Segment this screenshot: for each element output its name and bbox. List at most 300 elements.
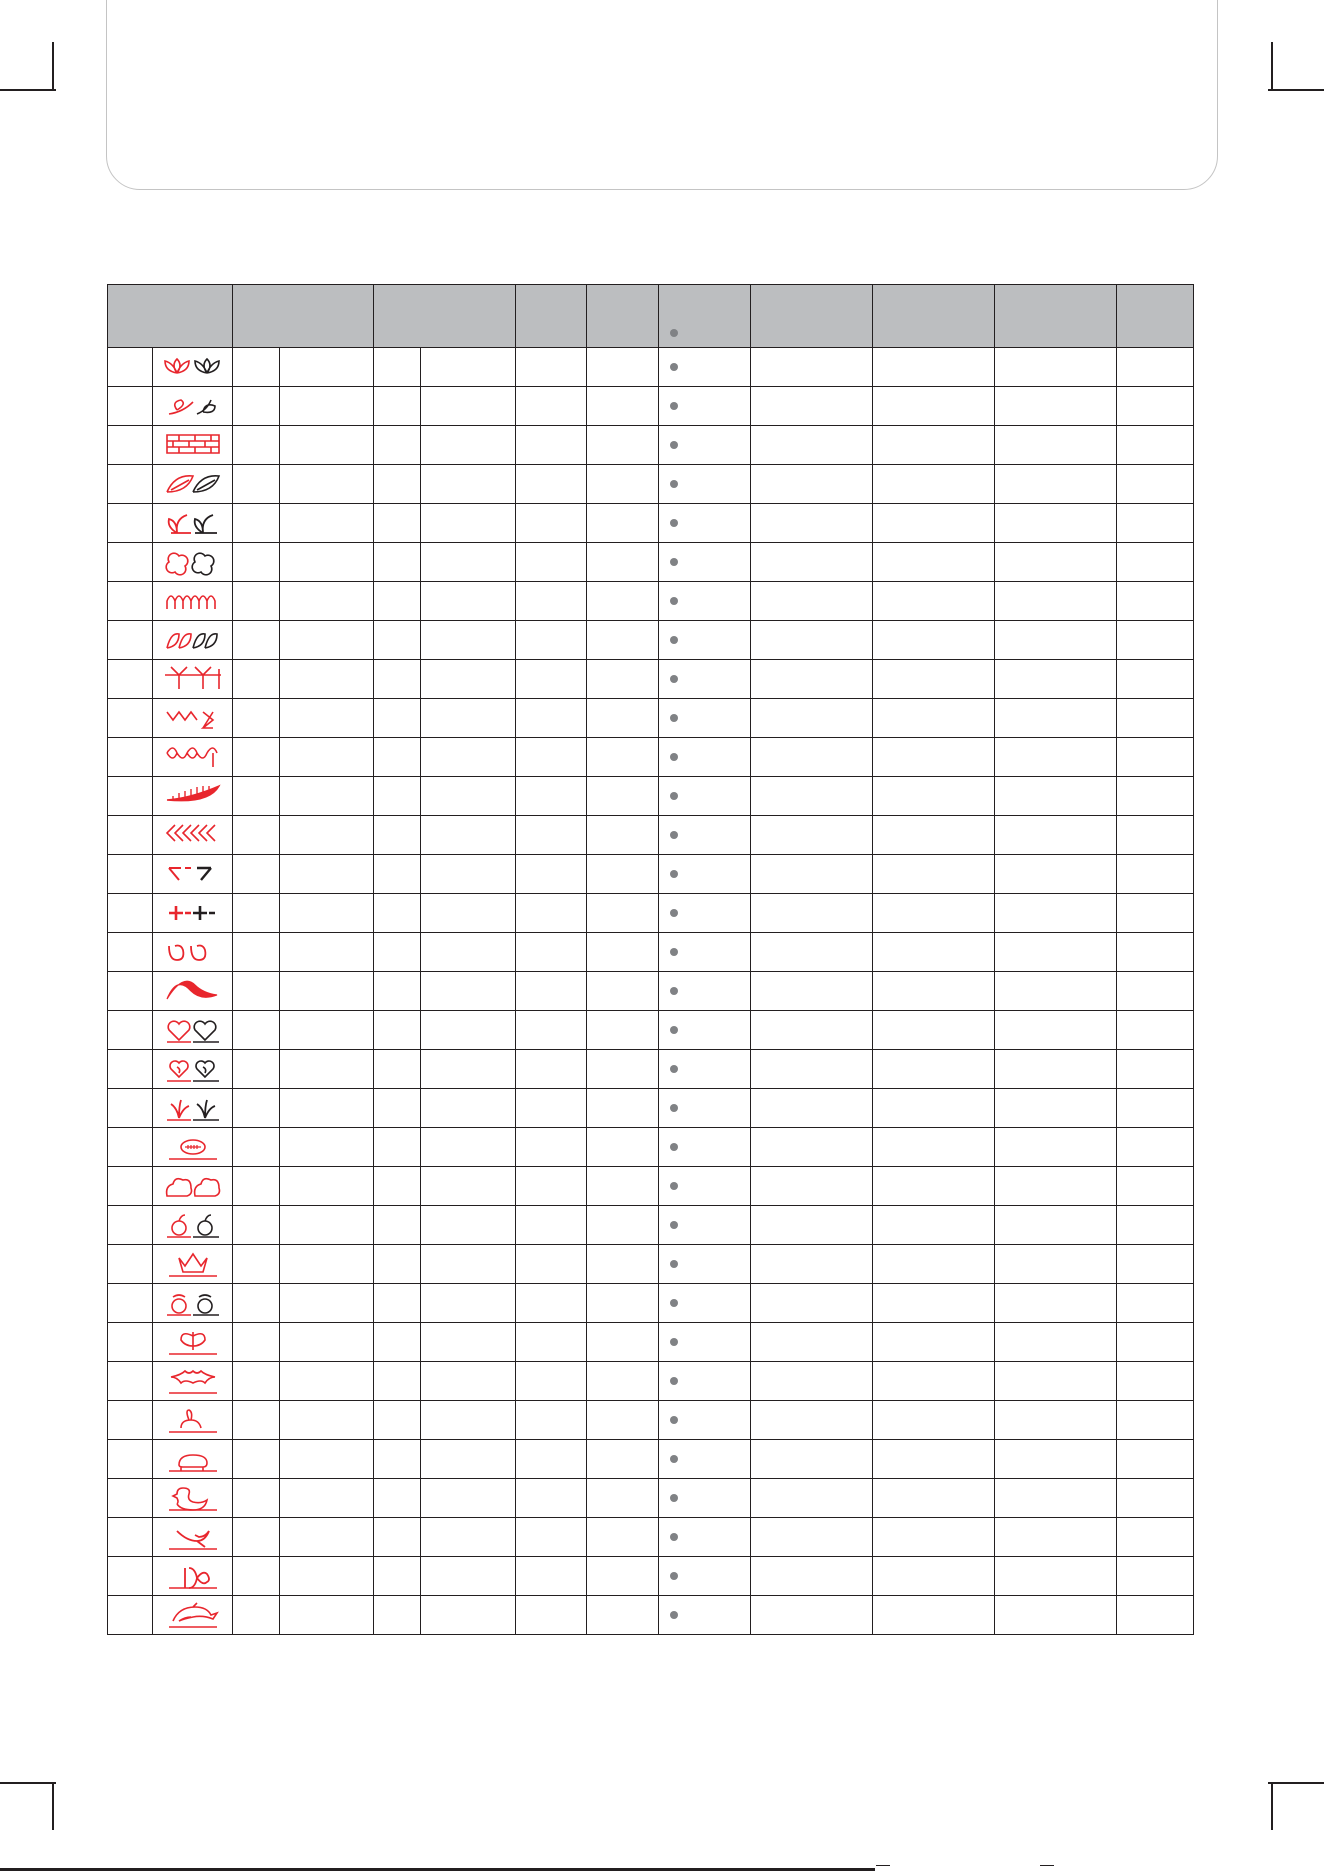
stitch-icon-cell [153, 1011, 233, 1050]
table-cell [873, 972, 995, 1011]
table-cell [280, 1401, 374, 1440]
table-cell [873, 933, 995, 972]
table-cell [587, 1245, 659, 1284]
table-cell [233, 1479, 280, 1518]
table-cell [108, 699, 153, 738]
bottom-rule [0, 1868, 875, 1871]
table-cell [873, 582, 995, 621]
table-cell [280, 1206, 374, 1245]
table-cell [873, 1440, 995, 1479]
zigzag-diamond-icon [163, 702, 223, 734]
table-cell [374, 1206, 421, 1245]
table-cell [374, 855, 421, 894]
table-cell [280, 1245, 374, 1284]
table-cell [873, 894, 995, 933]
stitch-icon-cell [153, 348, 233, 387]
table-cell [587, 1596, 659, 1635]
table-cell [108, 1557, 153, 1596]
bullet-cell [659, 543, 751, 582]
table-row [108, 1440, 1194, 1479]
header-cell [873, 285, 995, 348]
table-cell [516, 387, 587, 426]
bullet-cell [659, 465, 751, 504]
table-row [108, 465, 1194, 504]
table-cell [751, 504, 873, 543]
chevron-arrows-icon [163, 819, 223, 851]
bullet-dot [670, 1299, 678, 1307]
table-cell [516, 1050, 587, 1089]
table-cell [108, 972, 153, 1011]
crop-mark [1268, 1782, 1324, 1784]
table-cell [873, 1206, 995, 1245]
stitch-table [107, 284, 1194, 1635]
table-cell [751, 1596, 873, 1635]
stitch-icon-cell [153, 1323, 233, 1362]
table-cell [421, 1596, 516, 1635]
table-cell [587, 1557, 659, 1596]
table-cell [233, 933, 280, 972]
bullet-cell [659, 621, 751, 660]
table-cell [995, 1479, 1117, 1518]
table-cell [108, 855, 153, 894]
table-cell [233, 543, 280, 582]
table-cell [587, 1011, 659, 1050]
table-cell [374, 1596, 421, 1635]
table-cell [108, 1518, 153, 1557]
table-cell [108, 660, 153, 699]
table-cell [995, 738, 1117, 777]
table-cell [587, 1518, 659, 1557]
rabbit-icon [163, 1404, 223, 1436]
table-cell [587, 738, 659, 777]
table-cell [374, 699, 421, 738]
bullet-cell [659, 582, 751, 621]
table-cell [995, 582, 1117, 621]
bullet-dot [670, 363, 678, 371]
table-cell [873, 1284, 995, 1323]
table-cell [587, 816, 659, 855]
table-cell [587, 1206, 659, 1245]
table-cell [421, 777, 516, 816]
double-loop-icon [163, 936, 223, 968]
fish-icon [163, 1560, 223, 1592]
table-cell [280, 1050, 374, 1089]
stitch-icon-cell [153, 1206, 233, 1245]
stitch-icon-cell [153, 387, 233, 426]
table-cell [995, 1596, 1117, 1635]
table-cell [1117, 543, 1194, 582]
table-cell [516, 1167, 587, 1206]
bullet-cell [659, 972, 751, 1011]
table-cell [873, 660, 995, 699]
bullet-dot [670, 1065, 678, 1073]
table-cell [280, 1128, 374, 1167]
table-cell [995, 1440, 1117, 1479]
table-cell [108, 1011, 153, 1050]
table-cell [233, 738, 280, 777]
table-cell [108, 348, 153, 387]
table-cell [108, 1284, 153, 1323]
bullet-cell [659, 1050, 751, 1089]
table-cell [233, 855, 280, 894]
table-cell [233, 621, 280, 660]
table-cell [374, 1362, 421, 1401]
stitch-icon-cell [153, 1245, 233, 1284]
table-cell [587, 426, 659, 465]
bullet-cell [659, 348, 751, 387]
table-cell [280, 933, 374, 972]
stitch-icon-cell [153, 777, 233, 816]
table-cell [1117, 894, 1194, 933]
table-cell [280, 660, 374, 699]
bullet-dot [670, 519, 678, 527]
table-cell [873, 699, 995, 738]
table-cell [587, 1167, 659, 1206]
bullet-cell [659, 1557, 751, 1596]
table-cell [108, 1401, 153, 1440]
stitch-icon-cell [153, 426, 233, 465]
bullet-dot [670, 1533, 678, 1541]
table-cell [1117, 1050, 1194, 1089]
table-cell [374, 1167, 421, 1206]
table-cell [995, 621, 1117, 660]
table-cell [374, 1089, 421, 1128]
table-cell [587, 1128, 659, 1167]
leaf-cluster-icon [163, 468, 223, 500]
stitch-icon-cell [153, 1401, 233, 1440]
table-cell [421, 855, 516, 894]
table-cell [1117, 1128, 1194, 1167]
bullet-cell [659, 1245, 751, 1284]
table-cell [587, 1440, 659, 1479]
table-cell [751, 1440, 873, 1479]
table-cell [374, 738, 421, 777]
stitch-icon-cell [153, 1089, 233, 1128]
table-cell [587, 1050, 659, 1089]
table-cell [421, 816, 516, 855]
stitch-icon-cell [153, 621, 233, 660]
table-cell [280, 387, 374, 426]
header-cell [587, 285, 659, 348]
table-cell [873, 1362, 995, 1401]
bullet-dot [670, 558, 678, 566]
table-cell [587, 504, 659, 543]
table-cell [873, 738, 995, 777]
table-cell [516, 1518, 587, 1557]
table-cell [751, 699, 873, 738]
table-cell [280, 1362, 374, 1401]
table-row [108, 1011, 1194, 1050]
lotus-flower-icon [163, 351, 223, 383]
table-cell [751, 543, 873, 582]
table-cell [587, 660, 659, 699]
table-cell [374, 894, 421, 933]
bullet-dot [670, 909, 678, 917]
stitch-icon-cell [153, 1440, 233, 1479]
table-cell [995, 699, 1117, 738]
table-cell [995, 1167, 1117, 1206]
bullet-dot [670, 792, 678, 800]
bullet-cell [659, 699, 751, 738]
bottom-tick [1040, 1865, 1054, 1866]
bullet-cell [659, 1440, 751, 1479]
table-cell [421, 543, 516, 582]
table-cell [751, 855, 873, 894]
table-cell [233, 1440, 280, 1479]
table-cell [233, 1323, 280, 1362]
table-cell [421, 1323, 516, 1362]
table-cell [233, 1050, 280, 1089]
table-cell [108, 387, 153, 426]
table-cell [873, 348, 995, 387]
stitch-icon-cell [153, 543, 233, 582]
table-cell [1117, 387, 1194, 426]
table-cell [280, 348, 374, 387]
table-cell [233, 816, 280, 855]
table-cell [108, 1167, 153, 1206]
table-cell [751, 1323, 873, 1362]
table-row [108, 1128, 1194, 1167]
table-cell [108, 504, 153, 543]
table-cell [108, 1362, 153, 1401]
table-cell [516, 816, 587, 855]
table-cell [421, 621, 516, 660]
table-cell [873, 1167, 995, 1206]
table-cell [421, 1089, 516, 1128]
table-cell [995, 816, 1117, 855]
table-cell [516, 738, 587, 777]
table-cell [995, 387, 1117, 426]
table-cell [280, 582, 374, 621]
table-cell [108, 894, 153, 933]
table-cell [516, 660, 587, 699]
crop-mark [1268, 89, 1324, 91]
table-cell [374, 426, 421, 465]
stitch-icon-cell [153, 582, 233, 621]
table-cell [421, 1167, 516, 1206]
table-cell [516, 504, 587, 543]
table-cell [374, 1401, 421, 1440]
table-cell [1117, 816, 1194, 855]
bullet-dot [670, 753, 678, 761]
table-cell [374, 1245, 421, 1284]
table-cell [995, 543, 1117, 582]
table-cell [280, 855, 374, 894]
table-cell [751, 1518, 873, 1557]
table-cell [751, 582, 873, 621]
table-cell [587, 621, 659, 660]
table-cell [751, 1479, 873, 1518]
bullet-dot [670, 636, 678, 644]
stitch-icon-cell [153, 1596, 233, 1635]
bullet-dot [670, 1572, 678, 1580]
table-cell [280, 465, 374, 504]
table-cell [995, 972, 1117, 1011]
heart-outline-icon [163, 1014, 223, 1046]
table-cell [751, 972, 873, 1011]
table-cell [751, 816, 873, 855]
angle-stitch-icon [163, 858, 223, 890]
table-cell [233, 1245, 280, 1284]
table-cell [587, 582, 659, 621]
table-cell [374, 543, 421, 582]
table-cell [516, 465, 587, 504]
table-cell [233, 426, 280, 465]
bullet-dot [670, 714, 678, 722]
table-row [108, 972, 1194, 1011]
table-cell [587, 1089, 659, 1128]
header-cell [1117, 285, 1194, 348]
table-cell [1117, 1011, 1194, 1050]
bullet-cell [659, 1011, 751, 1050]
table-cell [995, 855, 1117, 894]
football-icon [163, 1131, 223, 1163]
table-cell [873, 1089, 995, 1128]
cross-stitch-fence-icon [163, 663, 223, 695]
table-cell [751, 1128, 873, 1167]
table-cell [421, 1284, 516, 1323]
table-row [108, 1089, 1194, 1128]
table-cell [421, 1479, 516, 1518]
table-cell [1117, 1245, 1194, 1284]
table-cell [421, 1362, 516, 1401]
table-row [108, 387, 1194, 426]
table-cell [873, 777, 995, 816]
header-cell [233, 285, 374, 348]
table-cell [280, 1089, 374, 1128]
table-cell [233, 1167, 280, 1206]
table-cell [516, 1596, 587, 1635]
table-cell [516, 777, 587, 816]
table-cell [108, 1050, 153, 1089]
table-cell [108, 1440, 153, 1479]
table-cell [1117, 660, 1194, 699]
crop-mark [52, 42, 54, 90]
table-row [108, 426, 1194, 465]
table-cell [280, 1167, 374, 1206]
fern-feather-icon [163, 780, 223, 812]
table-cell [516, 1089, 587, 1128]
bullet-dot [670, 480, 678, 488]
table-cell [233, 777, 280, 816]
header-cell [374, 285, 516, 348]
bullet-cell [659, 855, 751, 894]
bullet-dot [670, 675, 678, 683]
table-cell [873, 504, 995, 543]
table-cell [108, 582, 153, 621]
table-cell [233, 1011, 280, 1050]
bullet-cell [659, 816, 751, 855]
table-row [108, 660, 1194, 699]
bullet-cell [659, 1089, 751, 1128]
bat-icon [163, 1365, 223, 1397]
table-row [108, 1596, 1194, 1635]
table-cell [751, 1050, 873, 1089]
table-cell [108, 621, 153, 660]
table-cell [751, 1557, 873, 1596]
table-cell [995, 504, 1117, 543]
table-cell [1117, 1323, 1194, 1362]
table-cell [421, 1557, 516, 1596]
stitch-icon-cell [153, 1167, 233, 1206]
stitch-icon-cell [153, 855, 233, 894]
table-cell [280, 816, 374, 855]
bullet-cell [659, 1479, 751, 1518]
table-cell [587, 348, 659, 387]
table-cell [751, 465, 873, 504]
table-cell [516, 1284, 587, 1323]
bullet-cell [659, 504, 751, 543]
bullet-cell [659, 1596, 751, 1635]
table-cell [374, 1479, 421, 1518]
table-cell [1117, 1596, 1194, 1635]
double-leaf-icon [163, 624, 223, 656]
table-cell [1117, 777, 1194, 816]
table-cell [995, 1557, 1117, 1596]
stitch-icon-cell [153, 972, 233, 1011]
stitch-icon-cell [153, 1557, 233, 1596]
table-cell [421, 933, 516, 972]
table-cell [587, 1401, 659, 1440]
table-cell [374, 465, 421, 504]
bullet-dot [670, 1104, 678, 1112]
table-cell [233, 1596, 280, 1635]
bullet-dot [670, 402, 678, 410]
bullet-cell [659, 1518, 751, 1557]
stitch-icon-cell [153, 933, 233, 972]
bullet-dot [670, 597, 678, 605]
table-cell [233, 1518, 280, 1557]
table-cell [751, 621, 873, 660]
table-cell [233, 504, 280, 543]
table-cell [995, 1245, 1117, 1284]
table-cell [516, 1401, 587, 1440]
table-cell [873, 1050, 995, 1089]
table-cell [108, 1323, 153, 1362]
table-cell [873, 1011, 995, 1050]
table-cell [421, 1518, 516, 1557]
table-cell [374, 387, 421, 426]
table-cell [995, 1362, 1117, 1401]
table-row [108, 1518, 1194, 1557]
table-row [108, 1050, 1194, 1089]
table-cell [421, 387, 516, 426]
table-cell [374, 1440, 421, 1479]
bullet-cell [659, 933, 751, 972]
table-cell [587, 465, 659, 504]
stitch-icon-cell [153, 465, 233, 504]
table-cell [233, 1206, 280, 1245]
table-row [108, 894, 1194, 933]
bullet-cell [659, 777, 751, 816]
table-cell [1117, 1557, 1194, 1596]
table-cell [1117, 426, 1194, 465]
four-petal-flower-icon [163, 546, 223, 578]
table-cell [280, 543, 374, 582]
table-cell [873, 1128, 995, 1167]
table-cell [751, 660, 873, 699]
bullet-cell [659, 1362, 751, 1401]
table-cell [873, 387, 995, 426]
bullet-dot [670, 1611, 678, 1619]
table-cell [995, 465, 1117, 504]
table-cell [233, 660, 280, 699]
table-cell [751, 426, 873, 465]
table-cell [280, 777, 374, 816]
table-row [108, 933, 1194, 972]
crop-mark [52, 1782, 54, 1830]
table-cell [995, 660, 1117, 699]
